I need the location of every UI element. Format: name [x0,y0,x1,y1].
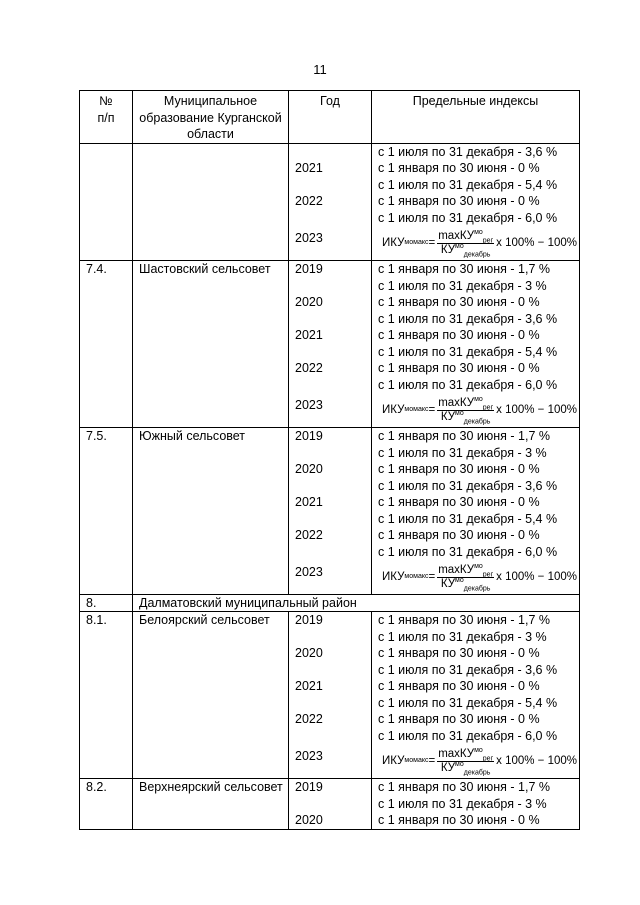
year-label: 2021 [295,495,323,509]
row-years [289,261,372,428]
formula-fraction [437,397,494,424]
index-line: с 1 июля по 31 декабря - 6,0 % [378,728,558,743]
row-indices [372,428,580,595]
year-label: 2022 [295,712,323,726]
year-label [295,445,371,462]
index-line: с 1 июля по 31 декабря - 5,4 % [378,511,558,526]
header-year: Год [289,91,372,144]
formula-numerator [437,230,494,244]
row-municipality: Верхнеярский сельсовет [133,779,289,830]
formula: ИКУ мо макс = $\frac{\max КУ^{мо}_{рег}}{КУ^{мо}_{декабрь}}$ х 100% − 100% [382,228,578,258]
year-label [295,695,371,712]
formula-fraction [437,230,494,257]
formula-eq: = [428,570,436,583]
formula-tail: х 100% − 100% [496,570,578,583]
formula-denominator [441,578,491,591]
index-line: с 1 июля по 31 декабря - 3 % [378,278,547,293]
formula-den-sub: декабрь [463,584,491,592]
index-line: с 1 июля по 31 декабря - 3 % [378,629,547,644]
row-indices [372,143,580,261]
year-label: 2022 [295,361,323,375]
formula-den-sub: декабрь [463,768,491,776]
year-label: 2019 [295,613,323,627]
header-municipality: Муниципальное образование Курганской области [133,91,289,144]
table-row [80,143,580,261]
year-label: 2019 [295,429,323,443]
year-label: 2020 [295,462,323,476]
formula-den-text: КУ [440,243,456,256]
formula-num-sup: мо [474,562,483,570]
formula-tail: х 100% − 100% [496,754,578,767]
header-indices: Предельные индексы [372,91,580,144]
year-label [295,177,371,194]
formula-lhs: ИКУ [382,403,405,416]
table-header-row [80,91,580,144]
formula-fraction [437,748,494,775]
formula-num-text: maxКУ [438,396,475,409]
formula-num-sub: рег [482,236,494,244]
year-label [295,311,371,328]
index-line: с 1 января по 30 июня - 0 % [378,646,540,660]
index-line: с 1 января по 30 июня - 0 % [378,161,540,175]
year-label [295,728,371,745]
formula-num-text: maxКУ [438,747,475,760]
year-label [295,796,371,813]
formula-eq: = [428,236,436,249]
year-label [295,377,371,394]
index-line: с 1 июля по 31 декабря - 5,4 % [378,695,558,710]
index-line: с 1 июля по 31 декабря - 5,4 % [378,177,558,192]
formula-num-sub: рег [482,403,494,411]
index-line: с 1 июля по 31 декабря - 6,0 % [378,377,558,392]
page-number: 11 [313,62,327,77]
table-row [80,428,580,595]
formula-tail: х 100% − 100% [496,236,578,249]
index-line: с 1 января по 30 июня - 0 % [378,712,540,726]
formula-eq: = [428,403,436,416]
year-label [295,662,371,679]
formula-tail: х 100% − 100% [496,403,578,416]
formula-lhs: ИКУ [382,754,405,767]
year-label: 2019 [295,780,323,794]
formula-denominator [441,762,491,775]
formula-lhs: ИКУ [382,236,405,249]
row-number: 7.4. [80,261,133,428]
formula-den-text: КУ [440,761,456,774]
year-label [295,478,371,495]
row-years [289,428,372,595]
formula-lhs: ИКУ [382,570,405,583]
year-label: 2022 [295,528,323,542]
formula-num-sub: рег [482,570,494,578]
formula-num-sup: мо [474,228,483,236]
formula-denominator [441,411,491,424]
formula-den-sub: декабрь [463,250,491,258]
row-indices [372,261,580,428]
formula-fraction [437,564,494,591]
year-label: 2021 [295,679,323,693]
year-label [295,544,371,561]
index-line: с 1 июля по 31 декабря - 3,6 % [378,662,558,677]
index-line: с 1 января по 30 июня - 0 % [378,328,540,342]
index-line: с 1 января по 30 июня - 1,7 % [378,262,550,276]
index-line: с 1 января по 30 июня - 0 % [378,495,540,509]
formula-numerator [437,748,494,762]
year-label [295,210,371,227]
year-label: 2023 [295,749,323,763]
index-line: с 1 июля по 31 декабря - 5,4 % [378,344,558,359]
index-line: с 1 января по 30 июня - 1,7 % [378,429,550,443]
index-line: с 1 июля по 31 декабря - 3 % [378,445,547,460]
year-label [295,344,371,361]
formula-eq: = [428,754,436,767]
formula-den-text: КУ [440,410,456,423]
formula-den-sup: мо [455,409,464,417]
row-indices [372,779,580,830]
formula-num-sup: мо [474,746,483,754]
indices-table [79,90,580,830]
row-number: 8.1. [80,612,133,779]
table-body [80,143,580,829]
row-indices [372,612,580,779]
year-label [295,278,371,295]
index-line: с 1 января по 30 июня - 0 % [378,679,540,693]
formula: ИКУ мо макс = $\frac{\max КУ^{мо}_{рег}}{КУ^{мо}_{декабрь}}$ х 100% − 100% [382,746,578,776]
year-label: 2019 [295,262,323,276]
row-municipality [133,143,289,261]
row-number: 7.5. [80,428,133,595]
row-municipality: Белоярский сельсовет [133,612,289,779]
year-label: 2021 [295,161,323,175]
table-row [80,261,580,428]
year-label [295,629,371,646]
year-label: 2021 [295,328,323,342]
year-label [295,144,371,161]
row-municipality: Южный сельсовет [133,428,289,595]
formula-num-sup: мо [474,395,483,403]
formula-den-text: КУ [440,577,456,590]
index-line: с 1 июля по 31 декабря - 3,6 % [378,144,558,159]
section-row [80,595,580,612]
formula-numerator [437,564,494,578]
formula-den-sub: декабрь [463,417,491,425]
row-years [289,779,372,830]
index-line: с 1 января по 30 июня - 0 % [378,361,540,375]
formula: ИКУ мо макс = $\frac{\max КУ^{мо}_{рег}}{КУ^{мо}_{декабрь}}$ х 100% − 100% [382,562,578,592]
section-title: Далматовский муниципальный район [133,595,580,612]
year-label [295,511,371,528]
index-line: с 1 июля по 31 декабря - 3,6 % [378,311,558,326]
index-line: с 1 января по 30 июня - 0 % [378,528,540,542]
index-line: с 1 июля по 31 декабря - 6,0 % [378,544,558,559]
formula-den-sup: мо [455,576,464,584]
row-years [289,143,372,261]
index-line: с 1 января по 30 июня - 1,7 % [378,613,550,627]
formula-num-text: maxКУ [438,229,475,242]
year-label: 2023 [295,565,323,579]
year-label: 2023 [295,398,323,412]
formula: ИКУ мо макс = $\frac{\max КУ^{мо}_{рег}}{КУ^{мо}_{декабрь}}$ х 100% − 100% [382,395,578,425]
index-line: с 1 июля по 31 декабря - 6,0 % [378,210,558,225]
year-label: 2020 [295,813,323,827]
header-num: № п/п [80,91,133,144]
index-line: с 1 января по 30 июня - 0 % [378,194,540,208]
index-line: с 1 января по 30 июня - 0 % [378,462,540,476]
year-label: 2023 [295,231,323,245]
formula-num-sub: рег [482,754,494,762]
formula-num-text: maxКУ [438,563,475,576]
formula-den-sup: мо [455,760,464,768]
formula-numerator [437,397,494,411]
index-line: с 1 января по 30 июня - 0 % [378,295,540,309]
section-number: 8. [80,595,133,612]
formula-denominator [441,244,491,257]
index-line: с 1 июля по 31 декабря - 3 % [378,796,547,811]
row-municipality: Шастовский сельсовет [133,261,289,428]
row-number: 8.2. [80,779,133,830]
year-label: 2020 [295,646,323,660]
year-label: 2020 [295,295,323,309]
index-line: с 1 января по 30 июня - 1,7 % [378,780,550,794]
index-line: с 1 января по 30 июня - 0 % [378,813,540,827]
formula-den-sup: мо [455,242,464,250]
table-row [80,779,580,830]
index-line: с 1 июля по 31 декабря - 3,6 % [378,478,558,493]
row-number [80,143,133,261]
year-label: 2022 [295,194,323,208]
row-years [289,612,372,779]
table-row [80,612,580,779]
